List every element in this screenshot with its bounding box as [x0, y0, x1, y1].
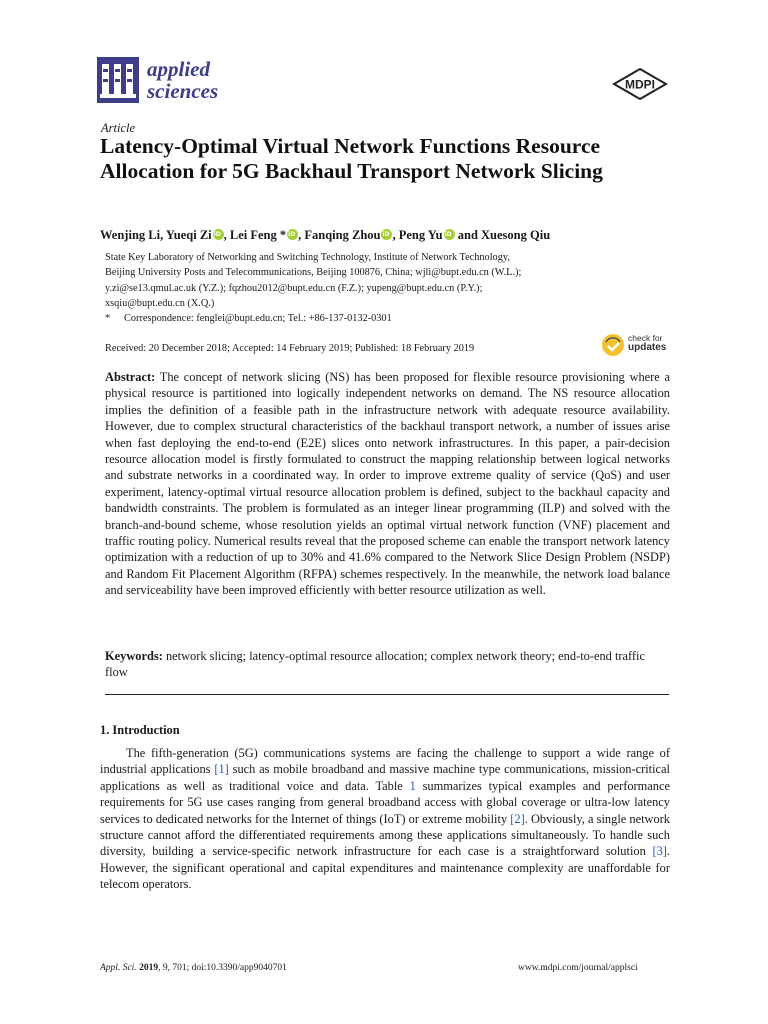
- orcid-icon[interactable]: [444, 229, 455, 240]
- author-separator: ,: [298, 228, 305, 242]
- footer-journal-abbrev: Appl. Sci.: [100, 963, 137, 973]
- author-separator: ,: [160, 228, 166, 242]
- journal-logo-icon: [97, 57, 139, 103]
- journal-name-line1: applied: [147, 57, 210, 81]
- text-segment: summarizes typical examples and performance requirements for 5G use cases ranging from general broadband access with global coverage or ultra-low latency services to dedicated networks for the Internet of things (IoT) or extreme mobility: [100, 778, 670, 826]
- author-name: Fanqing Zhou: [304, 228, 381, 242]
- section-divider: [105, 694, 669, 695]
- keywords-label: Keywords:: [105, 649, 163, 663]
- journal-name-line2: sciences: [147, 79, 219, 103]
- mdpi-logo-icon: [612, 68, 668, 100]
- publisher-logo: [612, 68, 668, 100]
- abstract-text: The concept of network slicing (NS) has been proposed for flexible resource provisioning where a physical resource is partitioned into logically independent networks on demand. The NS resource allocation implies the definition of a feasible path in the infrastructure network with adequate resource availability. However, due to complex structural characteristics of the backhaul transport network, a number of issues arise when fast deploying the end-to-end (E2E) slices onto network infrastructures. In this paper, a pair-decision resource allocation model is firstly formulated to construct the mapping relationship between logical networks and substrate networks in a coordinated way. In order to improve extreme quality of service (QoS) and user experiment, latency-optimal virtual resource allocation problem is defined, subject to the backhaul capacity and bandwidth constraints. The problem is formulated as an integer linear programming (ILP) and solved with the branch-and-bound scheme, whose resolution yields an optimal virtual network function (VNF) placement and traffic routing policy. Numerical results reveal that the proposed scheme can enable the transport network latency optimization with a reduction of up to 30% and 41.6% compared to the Network Slice Design Problem (NSDP) and Random Fit Placement Algorithm (RFPA) schemes respectively. In the meanwhile, the network load balance and serviceability have been improved efficiently with better resource utilization as well.: [105, 370, 671, 598]
- article-type: Article: [101, 121, 136, 135]
- journal-logo: [97, 57, 237, 107]
- footer-year: 2019: [139, 963, 159, 973]
- footer-citation: [100, 963, 287, 973]
- citation-link[interactable]: [3]: [652, 844, 667, 859]
- text-segment: The fifth-generation (5G) communications systems are facing the challenge to support a wide range of industrial applications: [100, 746, 670, 777]
- author-separator: ,: [223, 228, 230, 242]
- check-updates-text: [628, 333, 666, 353]
- affiliation-line: xsqiu@bupt.edu.cn (X.Q.): [105, 298, 215, 310]
- check-for-updates-badge[interactable]: [601, 331, 671, 359]
- text-segment: such as mobile broadband and massive machine type communications, mission-critical applications as well as traditional voice and data. Table: [100, 762, 670, 793]
- affiliation-line: y.zi@se13.qmul.ac.uk (Y.Z.); fqzhou2012@bupt.edu.cn (F.Z.); yupeng@bupt.edu.cn (P.Y.);: [105, 282, 483, 294]
- affiliation: [105, 250, 665, 312]
- journal-name: [147, 58, 218, 102]
- table-link[interactable]: 1: [409, 778, 416, 793]
- paper-title: Latency-Optimal Virtual Network Functions Resource Allocation for 5G Backhaul Transport Network Slicing: [100, 134, 603, 183]
- footer-volume-doi: , 9, 701; doi:10.3390/app9040701: [158, 963, 287, 973]
- orcid-icon[interactable]: [287, 229, 298, 240]
- author-name: Peng Yu: [398, 228, 443, 242]
- author-name: Xuesong Qiu: [481, 228, 551, 242]
- author-separator: and: [454, 228, 482, 242]
- orcid-icon[interactable]: [381, 229, 392, 240]
- correspondence: Correspondence: fenglei@bupt.edu.cn; Tel.: +86-137-0132-0301: [124, 313, 392, 324]
- affiliation-line: State Key Laboratory of Networking and Switching Technology, Institute of Network Technology,: [105, 252, 510, 263]
- citation-link[interactable]: [2]: [510, 811, 525, 826]
- keywords: [105, 648, 670, 681]
- author-list: [100, 228, 550, 243]
- author-separator: ,: [392, 228, 399, 242]
- author-name: Lei Feng *: [229, 228, 287, 242]
- affiliation-line: Beijing University Posts and Telecommunications, Beijing 100876, China; wjli@bupt.edu.cn (W.L.);: [105, 267, 522, 279]
- author-name: Wenjing Li: [100, 228, 161, 242]
- check-updates-icon: [601, 333, 625, 357]
- check-updates-line1: check for: [628, 333, 663, 343]
- paragraph: [100, 745, 670, 893]
- correspondence-mark: *: [105, 313, 111, 324]
- footer-url[interactable]: www.mdpi.com/journal/applsci: [518, 963, 638, 973]
- text-segment: . However, the significant operational and capital expenditures and maintenance complexity are unaffordable for telecom operators.: [100, 844, 670, 892]
- orcid-icon[interactable]: [213, 229, 224, 240]
- author-name: Yueqi Zi: [165, 228, 212, 242]
- publisher-name: MDPI: [625, 77, 655, 92]
- abstract: [105, 369, 670, 599]
- abstract-label: Abstract:: [105, 370, 156, 384]
- section-heading: 1. Introduction: [100, 723, 180, 737]
- check-updates-line2: updates: [628, 342, 667, 353]
- publication-dates: Received: 20 December 2018; Accepted: 14 February 2019; Published: 18 February 2019: [105, 343, 475, 354]
- citation-link[interactable]: [1]: [214, 762, 229, 777]
- text-segment: . Obviously, a single network structure cannot afford the differentiated requirements among these applications simultaneously. To handle such diversity, building a service-specific network infrastructure for each case is a straightforward solution: [100, 811, 670, 859]
- keywords-text: network slicing; latency-optimal resource allocation; complex network theory; end-to-end traffic flow: [105, 649, 645, 680]
- intro-paragraph: [100, 745, 670, 893]
